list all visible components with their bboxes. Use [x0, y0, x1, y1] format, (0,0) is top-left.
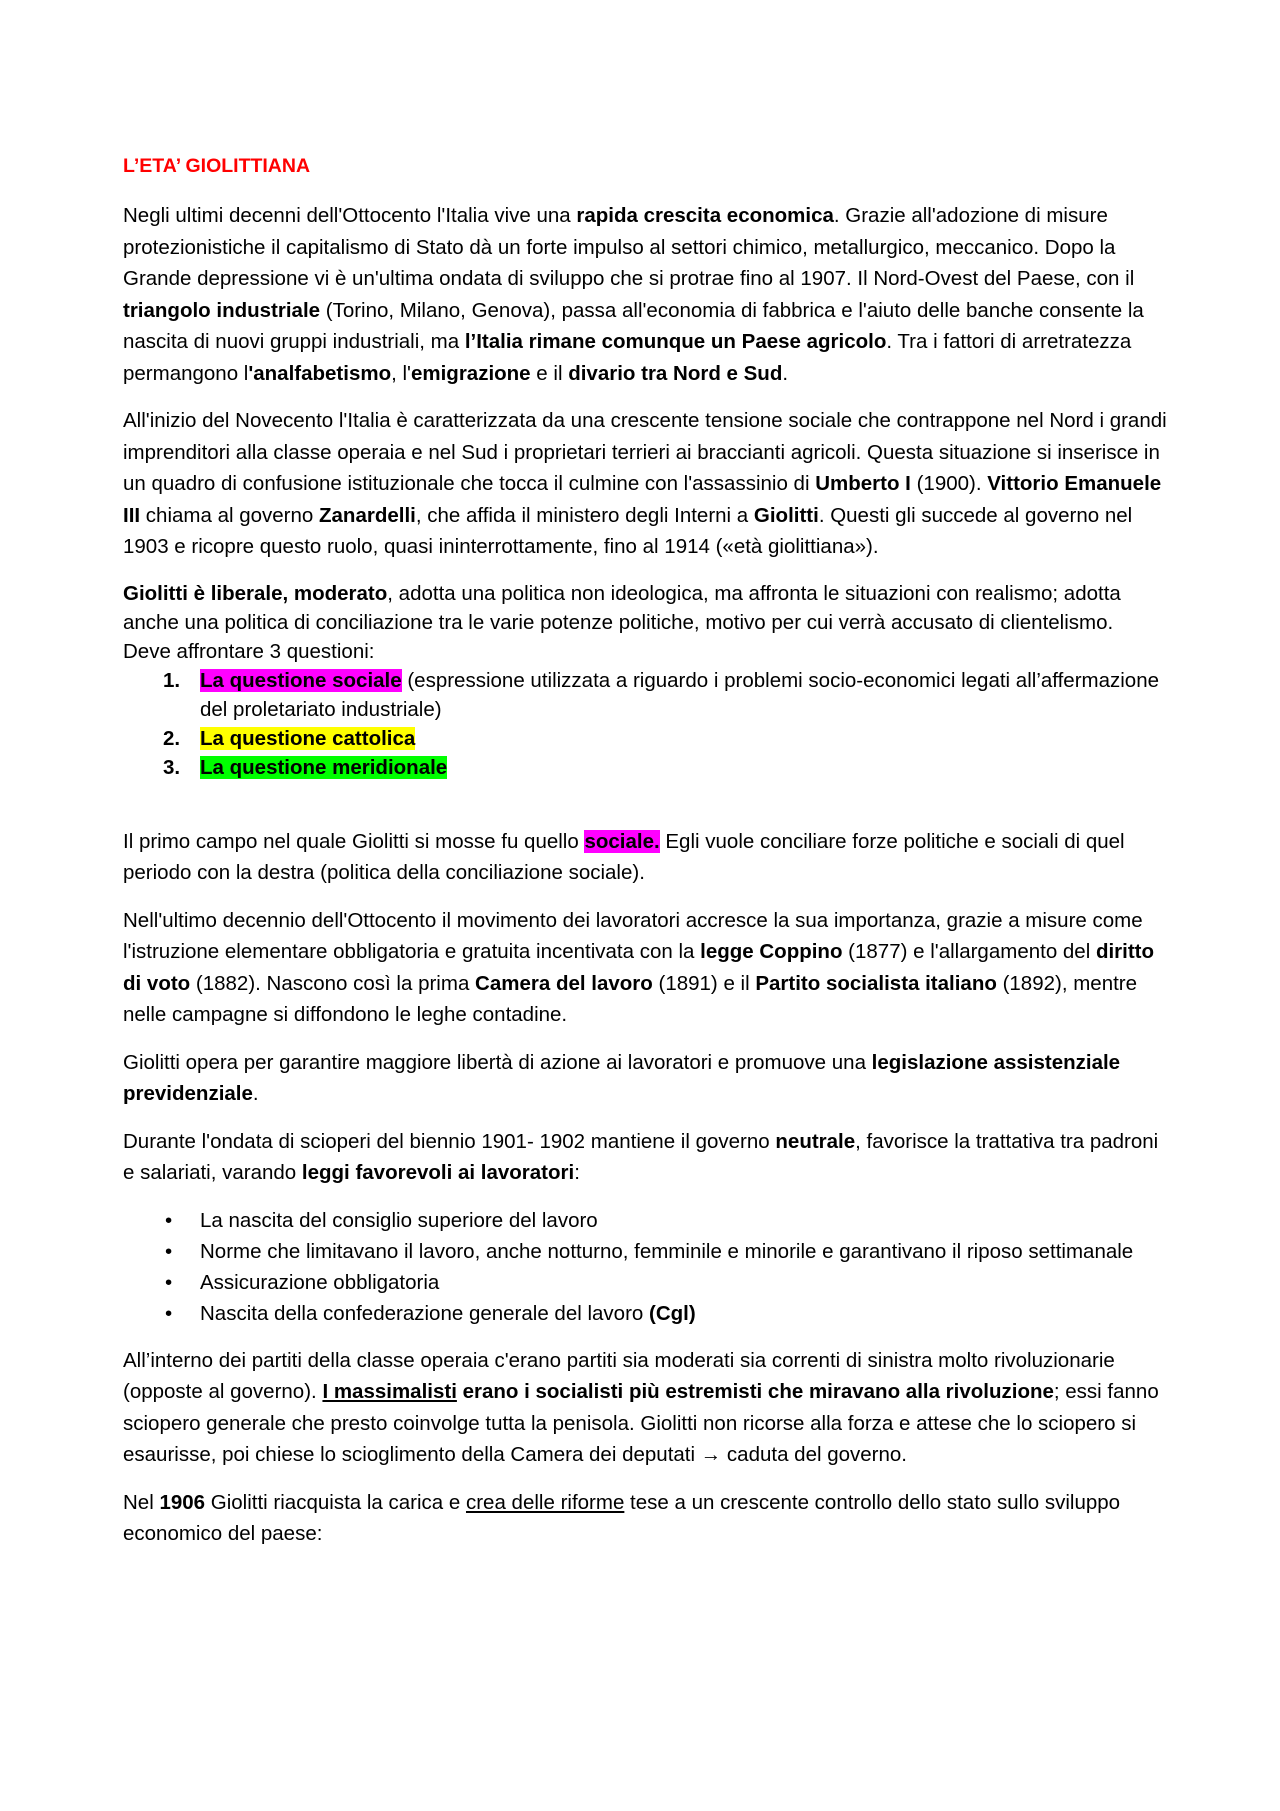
- text: Assicurazione obbligatoria: [200, 1270, 440, 1294]
- text: (espressione utilizzata a riguardo i problemi socio-economici legati all’affermazione del proletariato industriale): [200, 668, 1160, 721]
- text: e il: [530, 361, 569, 385]
- bold-text: Giolitti è liberale, moderato: [123, 581, 388, 605]
- bold-text: rapida crescita economica: [576, 204, 834, 227]
- text: All’interno dei partiti della classe operaia c'erano partiti sia moderati sia correnti di sinistra molto rivoluzionarie (opposte al governo).: [123, 1348, 1115, 1403]
- text: Nell'ultimo decennio dell'Ottocento il movimento dei lavoratori accresce la sua importanza, grazie a misure come l'istruzione elementare obbligatoria e gratuita incentivata con la: [123, 908, 1143, 963]
- bold-text: legislazione assistenziale previdenziale: [123, 1050, 1121, 1105]
- text: Giolitti opera per garantire maggiore libertà di azione ai lavoratori e promuove una: [123, 1050, 872, 1074]
- text: Il primo campo nel quale Giolitti si mosse fu quello: [123, 829, 585, 853]
- bold-text: Giolitti: [753, 503, 819, 527]
- bullet-icon: •: [165, 1239, 173, 1263]
- laws-list: [123, 1205, 1173, 1329]
- bold-text: leggi favorevoli ai lavoratori: [301, 1161, 575, 1184]
- text: .: [252, 1082, 259, 1105]
- list-number: 1.: [163, 668, 181, 692]
- text: Egli vuole conciliare forze politiche e sociali di quel periodo con la destra (politica della conciliazione sociale).: [123, 829, 1125, 884]
- text: chiama al governo: [140, 503, 319, 527]
- highlight-questione-meridionale: La questione meridionale: [200, 755, 448, 779]
- bold-text: neutrale: [775, 1129, 856, 1153]
- bullet-icon: •: [165, 1208, 173, 1232]
- text: Durante l'ondata di scioperi del biennio 1901- 1902 mantiene il governo: [123, 1129, 776, 1153]
- bold-text: Camera del lavoro: [475, 971, 653, 995]
- text: (Torino, Milano, Genova), passa all'economia di fabbrica e l'aiuto delle banche consente la nascita di nuovi gruppi industriali, ma: [123, 298, 1144, 353]
- text: (1891) e il: [652, 971, 756, 995]
- document-body: [123, 151, 1173, 1566]
- paragraph-giolitti-liberal: [123, 579, 1173, 637]
- list-number: 3.: [163, 755, 181, 779]
- bold-text: Zanardelli: [319, 503, 416, 527]
- text: All'inizio del Novecento l'Italia è caratterizzata da una crescente tensione sociale che contrappone nel Nord i grandi imprenditori alla classe operaia e nel Sud i proprietari terrieri ai braccianti agricoli. Questa situazione si inserisce in un quadro di confusione istituzionale che tocca il culmine con l'assassinio di: [123, 409, 1167, 495]
- paragraph-strikes: [123, 1126, 1173, 1189]
- bold-text: Vittorio Emanuele III: [123, 472, 1162, 527]
- paragraph-workers-movement: [123, 905, 1173, 1031]
- list-item: [123, 1205, 1173, 1236]
- text: :: [574, 1161, 580, 1184]
- text: , favorisce la trattativa tra padroni e salariati, varando: [123, 1129, 1159, 1184]
- list-item: [123, 666, 1173, 724]
- underlined-text: I massimalisti: [322, 1380, 457, 1403]
- bullet-icon: •: [165, 1270, 173, 1294]
- list-item: [123, 1298, 1173, 1329]
- list-item: [123, 1267, 1173, 1298]
- underlined-text: crea delle riforme: [465, 1490, 625, 1514]
- paragraph-1906-reforms: [123, 1487, 1173, 1550]
- questions-list: [123, 666, 1173, 782]
- text: (1882). Nascono così la prima: [190, 971, 476, 995]
- document-title: L’ETA’ GIOLITTIANA: [123, 155, 311, 177]
- bold-text: [322, 1380, 1053, 1403]
- text: , l': [391, 361, 411, 385]
- text: .: [782, 361, 789, 385]
- text: erano i socialisti più estremisti che miravano alla rivoluzione: [456, 1380, 1054, 1403]
- text: Norme che limitavano il lavoro, anche notturno, femminile e minorile e garantivano il riposo settimanale: [200, 1239, 1134, 1263]
- bold-text: Umberto I: [815, 472, 911, 495]
- text: Negli ultimi decenni dell'Ottocento l'Italia vive una: [123, 204, 577, 227]
- paragraph-three-questions: Deve affrontare 3 questioni:: [123, 639, 375, 663]
- highlight-sociale: sociale.: [584, 829, 660, 853]
- highlight-questione-sociale: La questione sociale: [200, 668, 402, 692]
- bold-text: emigrazione: [410, 361, 531, 385]
- bold-text: divario tra Nord e Sud: [568, 361, 783, 385]
- text: tese a un crescente controllo dello stato sullo sviluppo economico del paese:: [123, 1490, 1121, 1545]
- highlight-questione-cattolica: La questione cattolica: [200, 726, 416, 750]
- bold-text: triangolo industriale: [123, 298, 321, 322]
- paragraph-first-field: [123, 826, 1173, 889]
- bold-text: legge Coppino: [700, 940, 843, 963]
- text: . Tra i fattori di arretratezza permangono l: [123, 330, 1132, 385]
- list-number: 2.: [163, 726, 181, 750]
- list-item: [123, 724, 1173, 753]
- bullet-icon: •: [165, 1301, 173, 1325]
- text: Nascita della confederazione generale del lavoro: [200, 1301, 650, 1325]
- text: (1892), mentre nelle campagne si diffondono le leghe contadine.: [123, 971, 1138, 1026]
- text: (1900).: [910, 472, 988, 495]
- text: , adotta una politica non ideologica, ma affronta le situazioni con realismo; adotta anche una politica di conciliazione tra le varie potenze politiche, motivo per cui verrà accusato di clientelismo.: [123, 581, 1121, 634]
- bold-text: (Cgl): [649, 1301, 696, 1325]
- text: Giolitti riacquista la carica e: [205, 1490, 466, 1514]
- text: Nel: [123, 1490, 160, 1514]
- text: ; essi fanno sciopero generale che presto coinvolge tutta la penisola. Giolitti non ricorse alla forza e attese che lo sciopero si esaurisse, poi chiese lo scioglimento della Camera dei deputati → caduta del governo.: [123, 1380, 1159, 1466]
- paragraph-social-tension: [123, 405, 1173, 563]
- list-item: [123, 1236, 1173, 1267]
- bold-text: 'analfabetismo: [248, 361, 392, 385]
- list-item: [123, 753, 1173, 782]
- bold-text: Partito socialista italiano: [755, 971, 997, 995]
- bold-text: diritto di voto: [123, 940, 1155, 995]
- text: , che affida il ministero degli Interni a: [415, 503, 754, 527]
- paragraph-economic-growth: [123, 200, 1173, 389]
- text: . Questi gli succede al governo nel 1903 e ricopre questo ruolo, quasi ininterrottamente, fino al 1914 («età giolittiana»).: [123, 503, 1133, 558]
- paragraph-maximalists: [123, 1345, 1173, 1471]
- paragraph-legislation: [123, 1047, 1173, 1110]
- text: (1877) e l'allargamento del: [842, 940, 1096, 963]
- text: . Grazie all'adozione di misure protezionistiche il capitalismo di Stato dà un forte impulso al settori chimico, metallurgico, meccanico. Dopo la Grande depressione vi è un'ultima ondata di sviluppo che si protrae fino al 1907. Il Nord-Ovest del Paese, con il: [123, 204, 1135, 290]
- bold-text: 1906: [159, 1490, 206, 1514]
- bold-text: l’Italia rimane comunque un Paese agricolo: [464, 330, 887, 353]
- text: La nascita del consiglio superiore del lavoro: [200, 1208, 598, 1232]
